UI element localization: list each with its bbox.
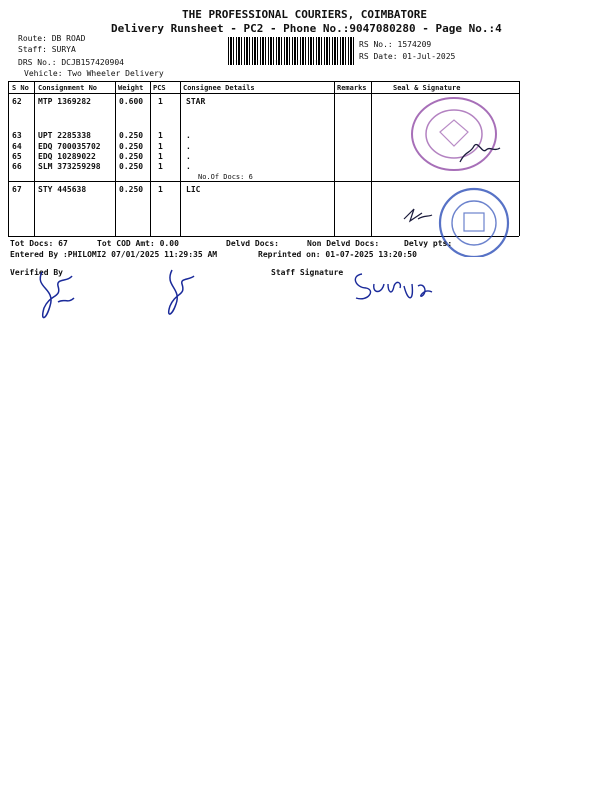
cell-sno: 62 [12, 97, 22, 106]
drs-number: DRS No.: DCJB157420904 [18, 58, 124, 67]
barcode-image [228, 37, 354, 65]
col-divider-details [334, 81, 335, 236]
company-seal-stamp [400, 92, 510, 182]
delivered-docs: Delvd Docs: [226, 239, 279, 248]
col-divider-remarks [371, 81, 372, 236]
col-divider-left [8, 81, 9, 236]
header-consignment: Consignment No [38, 84, 98, 92]
cell-sno: 63 [12, 131, 22, 140]
header-pcs: PCS [153, 84, 166, 92]
cell-pcs: 1 [158, 97, 163, 106]
col-divider-sno [34, 81, 35, 236]
cell-consignment: STY 445638 [38, 185, 87, 194]
staff-signature [348, 262, 438, 306]
total-docs: Tot Docs: 67 [10, 239, 68, 248]
verifier-signature-2 [160, 262, 200, 322]
cell-weight: 0.250 [119, 185, 144, 194]
delivery-points: Delvy pts: [404, 239, 453, 248]
cell-sno: 65 [12, 152, 22, 161]
cell-sno: 66 [12, 162, 22, 171]
cell-weight: 0.250 [119, 152, 144, 161]
cell-pcs: 1 [158, 142, 163, 151]
total-cod-amount: Tot COD Amt: 0.00 [97, 239, 179, 248]
non-delivered-docs: Non Delvd Docs: [307, 239, 380, 248]
route-label: Route: DB ROAD [18, 34, 86, 43]
header-sno: S No [12, 84, 29, 92]
header-consignee-details: Consignee Details [183, 84, 255, 92]
cell-details: LIC [186, 185, 201, 194]
cell-consignment: EDQ 700035702 [38, 142, 101, 151]
cell-sno: 64 [12, 142, 22, 151]
cell-pcs: 1 [158, 185, 163, 194]
cell-details: . [186, 152, 191, 161]
entered-by: Entered By :PHILOMI2 07/01/2025 11:29:35 AM [10, 250, 218, 259]
verified-by-label: Verified By [10, 268, 63, 277]
verifier-signature-1 [28, 258, 88, 328]
company-title: THE PROFESSIONAL COURIERS, COIMBATORE [182, 8, 428, 21]
runsheet-subtitle: Delivery Runsheet - PC2 - Phone No.:9047080280 - Page No.:4 [111, 22, 502, 35]
rs-number: RS No.: 1574209 [359, 40, 432, 49]
rs-date: RS Date: 01-Jul-2025 [359, 52, 456, 61]
vehicle-label: Vehicle: Two Wheeler Delivery [24, 69, 164, 78]
cell-consignment: UPT 2285338 [38, 131, 91, 140]
cell-details: . [186, 162, 191, 171]
staff-label: Staff: SURYA [18, 45, 76, 54]
cell-pcs: 1 [158, 152, 163, 161]
header-remarks: Remarks [337, 84, 367, 92]
reprinted-on: Reprinted on: 01-07-2025 13:20:50 [258, 250, 417, 259]
col-divider-consignment [115, 81, 116, 236]
staff-signature-label: Staff Signature [271, 268, 344, 277]
cell-consignment: SLM 373259298 [38, 162, 101, 171]
cell-weight: 0.250 [119, 162, 144, 171]
cell-weight: 0.600 [119, 97, 144, 106]
table-top-border [8, 81, 519, 82]
cell-weight: 0.250 [119, 131, 144, 140]
header-weight: Weight [118, 84, 144, 92]
no-of-docs: No.Of Docs: 6 [198, 173, 253, 181]
col-divider-pcs [180, 81, 181, 236]
header-seal-signature: Seal & Signature [393, 84, 461, 92]
cell-consignment: MTP 1369282 [38, 97, 91, 106]
cell-weight: 0.250 [119, 142, 144, 151]
cell-sno: 67 [12, 185, 22, 194]
cell-details: STAR [186, 97, 206, 106]
cell-consignment: EDQ 10289022 [38, 152, 96, 161]
cell-details: . [186, 142, 191, 151]
col-divider-weight [150, 81, 151, 236]
col-divider-right [519, 81, 520, 236]
cell-pcs: 1 [158, 162, 163, 171]
cell-details: . [186, 131, 191, 140]
cell-pcs: 1 [158, 131, 163, 140]
